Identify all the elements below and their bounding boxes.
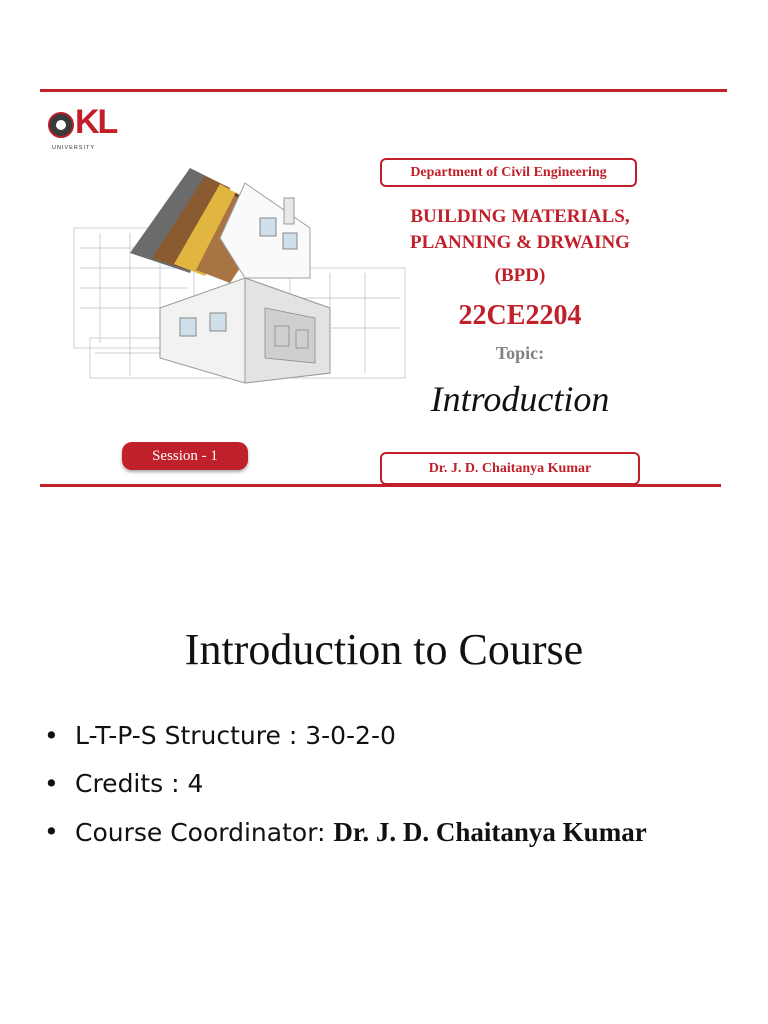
course-intro-slide [0, 520, 768, 1024]
logo-subtext: UNIVERSITY [52, 145, 96, 151]
topic-label: Topic: [495, 343, 545, 363]
top-divider [40, 89, 727, 92]
topic-value: Introduction [430, 379, 610, 419]
coordinator-name: Dr. J. D. Chaitanya Kumar [333, 817, 647, 847]
slide-title: Introduction to Course [184, 625, 584, 674]
bullet-icon: • [44, 769, 59, 798]
bullet-text: Course Coordinator: [75, 818, 334, 847]
course-details-list [44, 716, 647, 860]
university-seal-icon [48, 112, 74, 138]
author-box: Dr. J. D. Chaitanya Kumar [380, 452, 640, 485]
course-code: 22CE2204 [458, 300, 582, 331]
course-title [372, 204, 668, 256]
bullet-text: Credits : 4 [75, 769, 204, 798]
session-badge: Session - 1 [122, 442, 248, 470]
course-title-line-2: PLANNING & DRWAING [410, 232, 630, 253]
list-item-course-coordinator [44, 812, 647, 860]
kl-university-logo [46, 103, 136, 155]
course-title-line-1: BUILDING MATERIALS, [410, 206, 630, 227]
list-item-ltps-structure [44, 716, 647, 764]
bullet-icon: • [44, 817, 59, 846]
list-item-credits [44, 764, 647, 812]
department-box: Department of Civil Engineering [380, 158, 637, 187]
house-construction-illustration [70, 158, 410, 384]
bullet-text: L-T-P-S Structure : 3-0-2-0 [75, 721, 396, 750]
logo-text: KL [75, 103, 117, 141]
course-abbreviation: (BPD) [494, 265, 546, 286]
bullet-icon: • [44, 721, 59, 750]
